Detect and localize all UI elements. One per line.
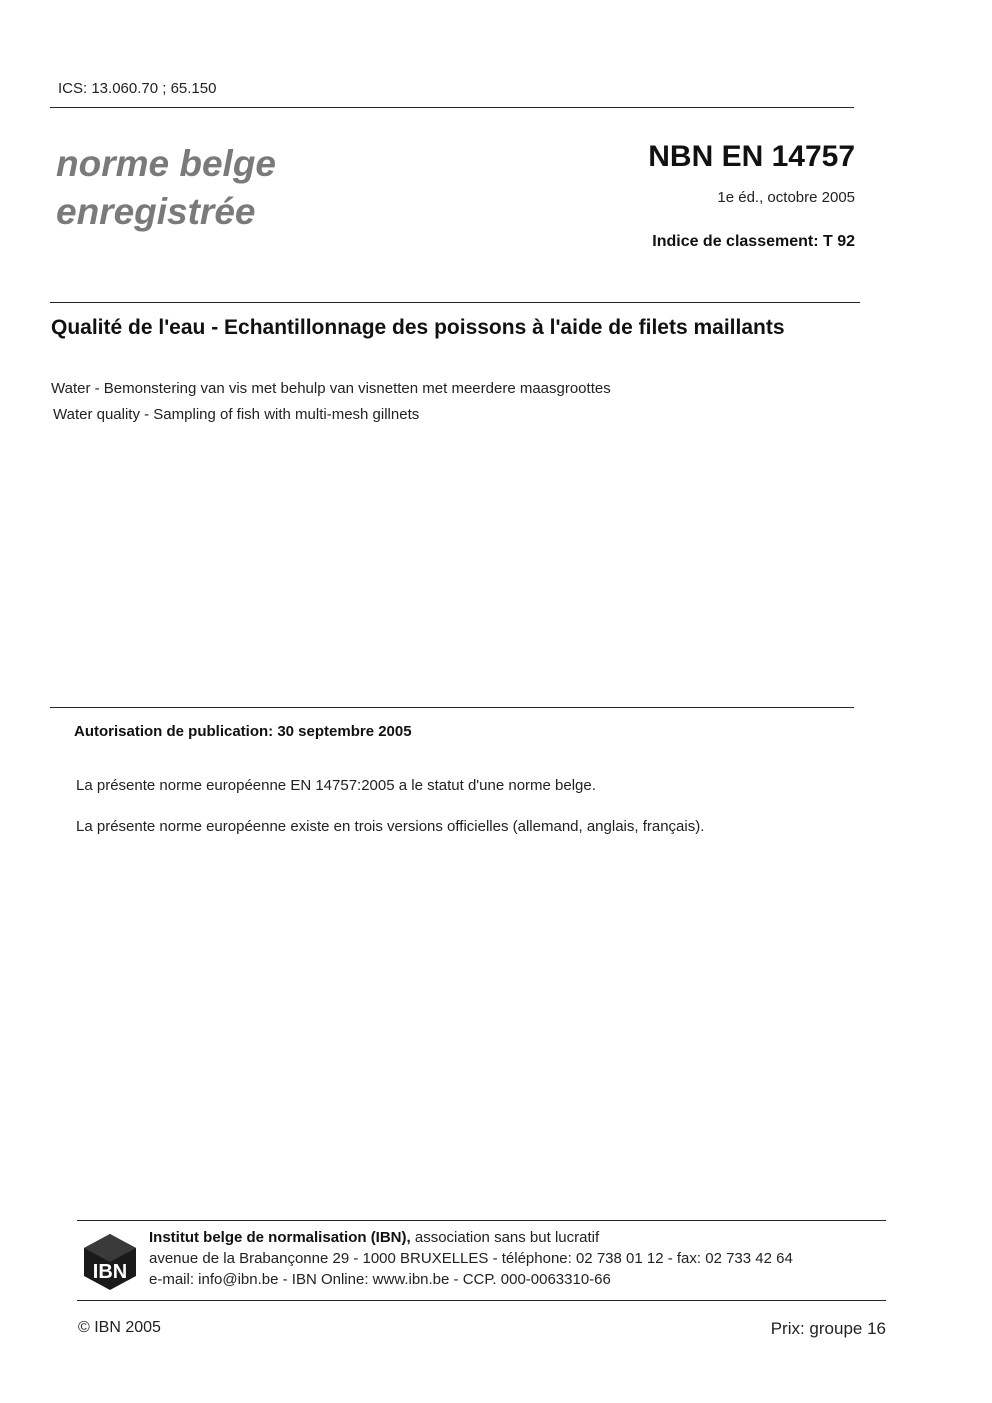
title-french: Qualité de l'eau - Echantillonnage des poissons à l'aide de filets maillants (51, 316, 785, 339)
header-divider (50, 107, 854, 108)
institute-address: avenue de la Brabançonne 29 - 1000 BRUXELLES - téléphone: 02 738 01 12 - fax: 02 733 42 64 (149, 1250, 793, 1267)
institute-type: association sans but lucratif (410, 1229, 600, 1246)
ics-code: ICS: 13.060.70 ; 65.150 (58, 80, 217, 97)
norme-line-2: enregistrée (56, 191, 256, 232)
price-group: Prix: groupe 16 (770, 1319, 886, 1338)
norme-line-1: norme belge (56, 143, 276, 184)
footer-bottom-divider (77, 1300, 886, 1301)
publication-divider (50, 707, 854, 708)
status-paragraph: La présente norme européenne EN 14757:2005 a le statut d'une norme belge. (76, 777, 596, 794)
standard-code: NBN EN 14757 (648, 140, 855, 173)
ibn-logo (82, 1232, 138, 1292)
copyright: © IBN 2005 (78, 1319, 161, 1336)
title-dutch: Water - Bemonstering van vis met behulp van visnetten met meerdere maasgroottes (51, 380, 611, 397)
classification-index: Indice de classement: T 92 (652, 233, 855, 250)
institute-line (149, 1227, 793, 1248)
footer-top-divider (77, 1220, 886, 1221)
title-english: Water quality - Sampling of fish with multi-mesh gillnets (53, 406, 420, 423)
institute-info (149, 1227, 793, 1290)
publication-authorization: Autorisation de publication: 30 septembre 2005 (74, 723, 412, 740)
title-divider (50, 302, 860, 303)
institute-contact: e-mail: info@ibn.be - IBN Online: www.ibn.be - CCP. 000-0063310-66 (149, 1271, 611, 1288)
institute-name: Institut belge de normalisation (IBN), (149, 1229, 411, 1246)
ibn-logo-text: IBN (92, 1261, 128, 1283)
edition-date: 1e éd., octobre 2005 (717, 189, 855, 206)
norme-belge-label (56, 140, 276, 236)
versions-paragraph: La présente norme européenne existe en trois versions officielles (allemand, anglais, français). (76, 818, 705, 835)
